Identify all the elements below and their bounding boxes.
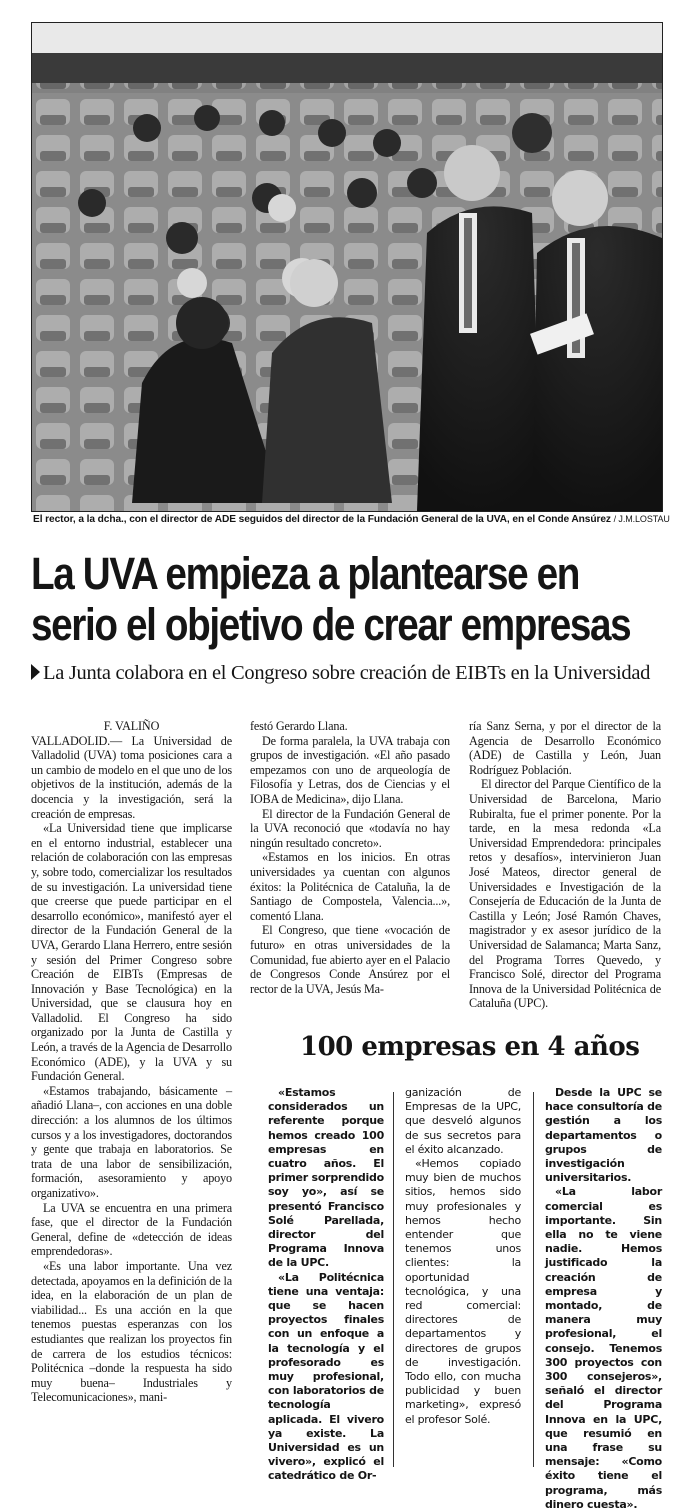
sidebar-column-2 bbox=[405, 1086, 521, 1427]
article-column-3 bbox=[469, 719, 661, 1011]
column-divider bbox=[533, 1092, 534, 1467]
triangle-bullet-icon bbox=[31, 664, 40, 680]
paragraph: «Estamos considerados un referente porque hemos creado 100 empresas en cuatro años. El primer sorprendido soy yo», así se presentó Francisco Solé Parellada, director del Programa Innova de la UPC. bbox=[268, 1086, 384, 1270]
news-photo bbox=[31, 22, 663, 512]
byline: F. VALIÑO bbox=[103, 719, 160, 733]
headline bbox=[31, 548, 631, 650]
subheadline bbox=[31, 662, 691, 685]
photo-credit: / J.M.LOSTAU bbox=[613, 514, 670, 524]
paragraph: Desde la UPC se hace consultoría de gestión a los departamentos o grupos de investigación universitarios. bbox=[545, 1086, 662, 1185]
photo-of-audience-icon bbox=[32, 23, 662, 511]
paragraph: «Es una labor importante. Una vez detectada, apoyamos en la definición de la idea, en la elaboración de un plan de viabilidad... Es una acción en la que tenemos puestas esperanzas con los estudiantes que realizan los proyectos fin de carrera de los estudios técnicos: Politécnica –donde la respuesta ha sido muy buena– Industriales y Telecomunicaciones», mani- bbox=[31, 1258, 232, 1405]
sidebar-column-3 bbox=[545, 1086, 662, 1512]
headline-line-1: La UVA empieza a plantearse en bbox=[31, 548, 580, 599]
paragraph: «Estamos trabajando, básicamente –añadió Llana–, con acciones en una doble dirección: a los alumnos de los últimos cursos y a los investigadores, doctorandos y gente que trabaja en laboratorios. Se trata de una labor de sensibilización, formación, asesoramiento y apoyo organizativo». bbox=[31, 1083, 232, 1200]
column-divider bbox=[393, 1092, 394, 1467]
paragraph: ría Sanz Serna, y por el director de la Agencia de Desarrollo Económico (ADE) de Castilla y León, Juan Rodríguez Población. bbox=[469, 719, 661, 777]
paragraph: VALLADOLID.— La Universidad de Valladolid (UVA) toma posiciones cara a un cambio de modelo en el que uno de los objetivos de la institución, además de la docencia y la investigación, será la creación de empresas. bbox=[31, 733, 232, 821]
paragraph: ganización de Empresas de la UPC, que desveló algunos de sus secretos para el éxito alcanzado. bbox=[405, 1086, 521, 1156]
paragraph: «Hemos copiado muy bien de muchos sitios, hemos sido muy profesionales y hemos hecho entender que tenemos unos clientes: la oportunidad tecnológica, y una red comercial: directores de departamentos y directores de grupos de investigación. Todo ello, con mucha publicidad y buen marketing», expresó el profesor Solé. bbox=[405, 1157, 521, 1426]
photo-caption bbox=[33, 514, 673, 525]
article-column-1 bbox=[31, 719, 232, 1405]
article-column-2 bbox=[250, 719, 450, 996]
paragraph: «Estamos en los inicios. En otras universidades ya cuentan con algunos éxitos: la Politécnica de Cataluña, la de Santiago de Compostela, Valencia...», comentó Llana. bbox=[250, 850, 450, 923]
sidebar-title: 100 empresas en 4 años bbox=[300, 1032, 640, 1062]
subheadline-text: La Junta colabora en el Congreso sobre creación de EIBTs en la Universidad bbox=[43, 662, 651, 684]
sidebar-column-1 bbox=[268, 1086, 384, 1484]
paragraph: «La labor comercial es importante. Sin ella no te viene nadie. Hemos justificado la creación de empresa y montado, de manera muy profesional, el consejo. Tenemos 300 proyectos con 300 consejeros», señaló el director del Programa Innova en la UPC, que resumió en una frase su mensaje: «Como éxito tiene el programa, más dinero cuesta». bbox=[545, 1185, 662, 1511]
paragraph: El director del Parque Científico de la Universidad de Barcelona, Mario Rubiralta, fue el primer ponente. Por la tarde, en la mesa redonda «La Universidad Emprendedora: principales retos y desafíos», intervinieron Juan José Mateos, director general de Universidades e Investigación de la Consejería de Educación de la Junta de Castilla y León; José Ramón Chaves, magistrador y ex asesor jurídico de la Universidad de Salamanca; Marta Sanz, del Programa Torres Quevedo, y Francisco Solé, director del Programa Innova de la Universidad Politécnica de Cataluña (UPC). bbox=[469, 777, 661, 1011]
caption-text: El rector, a la dcha., con el director de ADE seguidos del director de la Fundación General de la UVA, en el Conde Ansúrez bbox=[33, 514, 611, 525]
headline-line-2: serio el objetivo de crear empresas bbox=[31, 599, 631, 650]
paragraph: «La Politécnica tiene una ventaja: que se hacen proyectos finales con un enfoque a la tecnología y el profesorado es muy profesional, con laboratorios de tecnología aplicada. El vivero ya existe. La Universidad es un vivero», explicó el catedrático de Or- bbox=[268, 1270, 384, 1483]
paragraph: El director de la Fundación General de la UVA reconoció que «todavía no hay ningún resultado concreto». bbox=[250, 806, 450, 850]
paragraph: «La Universidad tiene que implicarse en el entorno industrial, establecer una relación de colaboración con las empresas y, sobre todo, comercializar los resultados de su investigación. La universidad tiene que creerse que puede participar en el desarrollo económico», manifestó ayer el director de la Fundación General de la UVA, Gerardo Llana Herrero, entre sesión y sesión del Primer Congreso sobre Creación de EIBTs (Empresas de Innovación y Base Tecnológica) en la Universidad, que se clausura hoy en Valladolid. El Congreso ha sido organizado por la Junta de Castilla y León, a través de la Agencia de Desarrollo Económico (ADE), y la UVA y su Fundación General. bbox=[31, 821, 232, 1084]
paragraph: De forma paralela, la UVA trabaja con grupos de investigación. «El año pasado empezamos con uno de arqueología de Filosofía y Letras, dos de Ciencias y el IOBA de Medicina», dijo Llana. bbox=[250, 733, 450, 806]
paragraph: La UVA se encuentra en una primera fase, que el director de la Fundación General, define de «detección de ideas emprendedoras». bbox=[31, 1200, 232, 1259]
paragraph: El Congreso, que tiene «vocación de futuro» en otras universidades de la Comunidad, fue abierto ayer en el Palacio de Congresos Conde Ansúrez por el rector de la UVA, Jesús Ma- bbox=[250, 923, 450, 996]
paragraph: festó Gerardo Llana. bbox=[250, 719, 348, 733]
